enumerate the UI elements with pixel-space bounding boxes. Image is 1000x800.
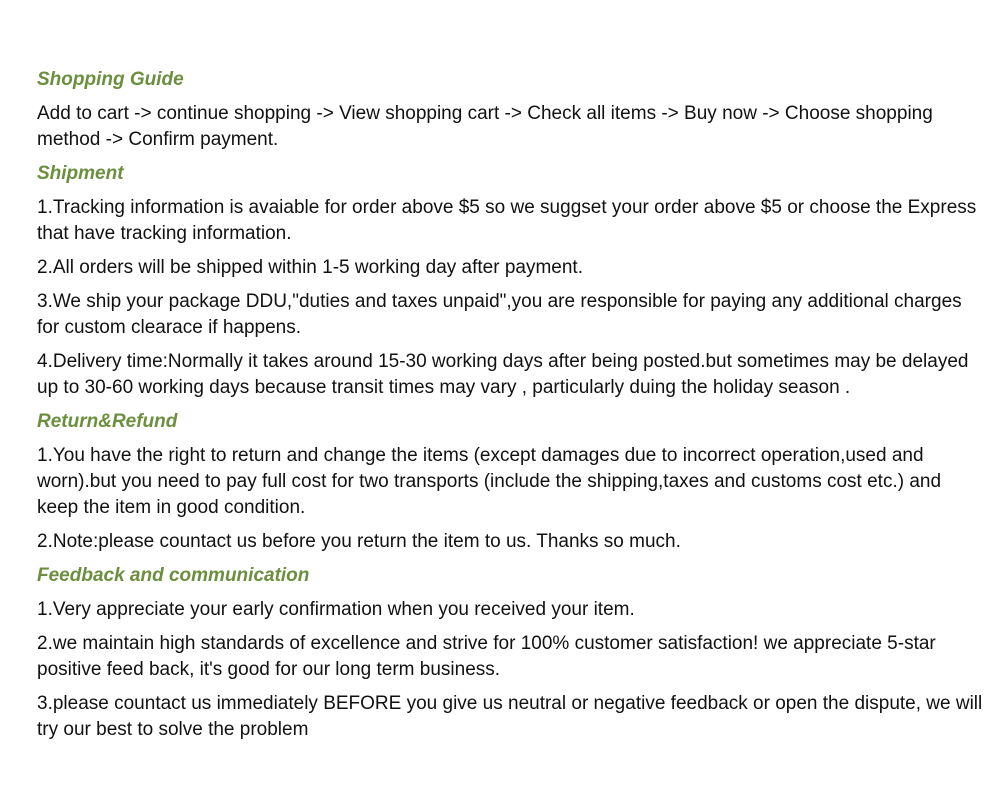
section-paragraph: 3.We ship your package DDU,"duties and taxes unpaid",you are responsible for paying any additional charges for custom clearace if happens. xyxy=(37,291,962,338)
section-paragraph: 1.Very appreciate your early confirmation when you received your item. xyxy=(37,599,635,620)
section-paragraph: 2.All orders will be shipped within 1-5 working day after payment. xyxy=(37,257,583,278)
section-title: Feedback and communication xyxy=(37,565,310,586)
section-paragraph: 1.Tracking information is avaiable for order above $5 so we suggset your order above $5 or choose the Express that have tracking information. xyxy=(37,197,977,244)
section-paragraph: 1.You have the right to return and change the items (except damages due to incorrect operation,used and worn).but you need to pay full cost for two transports (include the shipping,taxes and customs cost etc.) and keep the item in good condition. xyxy=(37,445,942,518)
section-paragraph: 3.please countact us immediately BEFORE you give us neutral or negative feedback or open the dispute, we will try our best to solve the problem xyxy=(37,693,983,740)
section-title: Shipment xyxy=(37,163,124,184)
section-title: Return&Refund xyxy=(37,411,178,432)
section-shopping-guide xyxy=(37,67,987,153)
section-paragraph: Add to cart -> continue shopping -> View shopping cart -> Check all items -> Buy now -> Choose shopping method -> Confirm payment. xyxy=(37,103,933,150)
section-title: Shopping Guide xyxy=(37,69,184,90)
section-feedback-communication xyxy=(37,563,987,743)
section-paragraph: 4.Delivery time:Normally it takes around 15-30 working days after being posted.but sometimes may be delayed up to 30-60 working days because transit times may vary , particularly duing the holiday season . xyxy=(37,351,969,398)
section-paragraph: 2.we maintain high standards of excellence and strive for 100% customer satisfaction! we appreciate 5-star positive feed back, it's good for our long term business. xyxy=(37,633,936,680)
section-shipment xyxy=(37,161,987,401)
section-paragraph: 2.Note:please countact us before you return the item to us. Thanks so much. xyxy=(37,531,681,552)
section-return-refund xyxy=(37,409,987,555)
policy-content xyxy=(37,67,987,751)
